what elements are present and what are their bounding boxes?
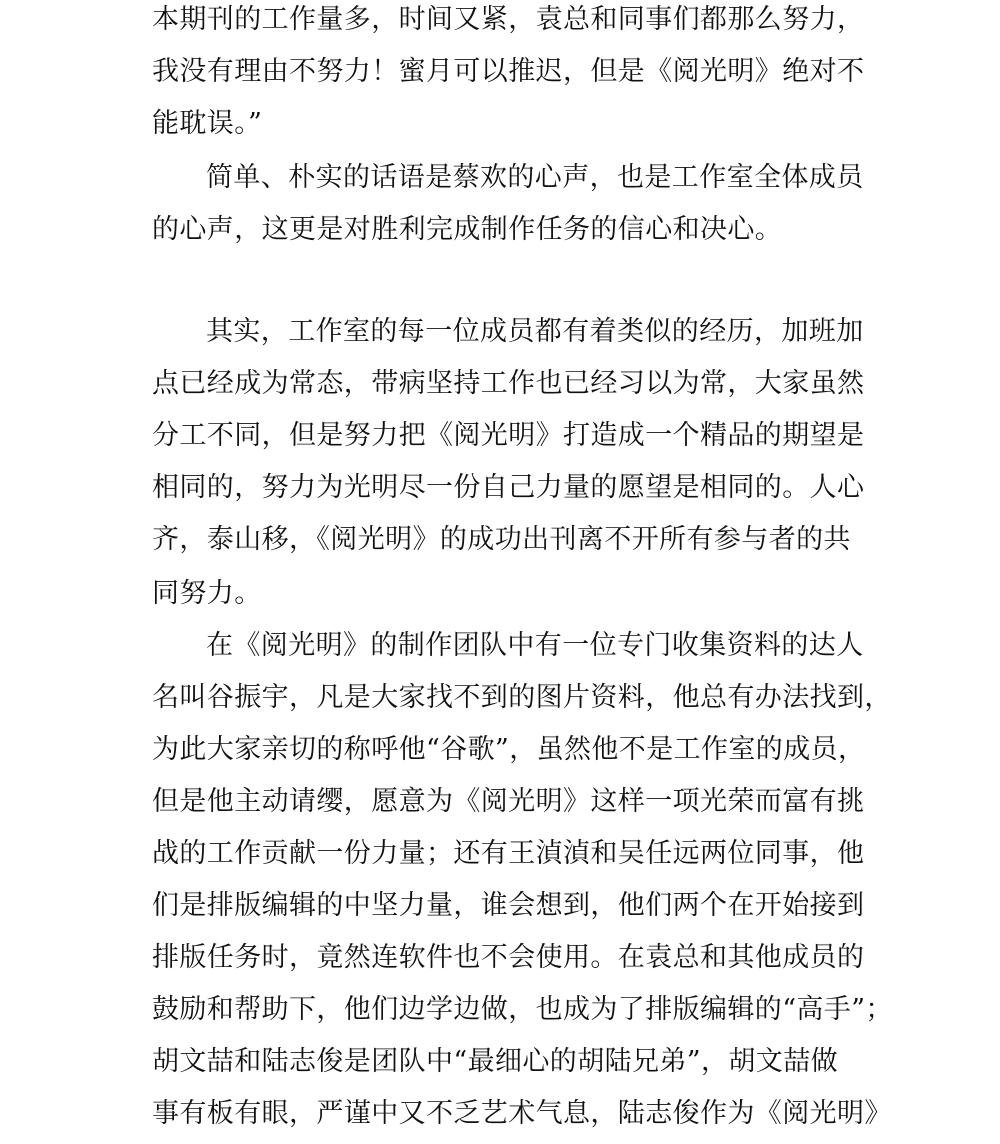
text-line: 鼓励和帮助下，他们边学边做，也成为了排版编辑的“高手”； — [152, 994, 893, 1025]
text-line: 但是他主动请缨，愿意为《阅光明》这样一项光荣而富有挑 — [152, 786, 865, 817]
text-line: 在《阅光明》的制作团队中有一位专门收集资料的达人 — [206, 630, 864, 661]
text-line: 同努力。 — [152, 578, 262, 609]
text-line: 相同的，努力为光明尽一份自己力量的愿望是相同的。人心 — [152, 472, 865, 503]
text-line: 我没有理由不努力！蜜月可以推迟，但是《阅光明》绝对不 — [152, 56, 865, 87]
text-line: 的心声，这更是对胜利完成制作任务的信心和决心。 — [152, 214, 783, 245]
text-line: 战的工作贡献一份力量；还有王湞湞和吴任远两位同事，他 — [152, 838, 865, 869]
text-line: 点已经成为常态，带病坚持工作也已经习以为常，大家虽然 — [152, 368, 865, 399]
text-line: 简单、朴实的话语是蔡欢的心声，也是工作室全体成员 — [206, 162, 864, 193]
text-line: 分工不同，但是努力把《阅光明》打造成一个精品的期望是 — [152, 420, 865, 451]
text-line: 本期刊的工作量多，时间又紧，袁总和同事们都那么努力， — [152, 4, 865, 35]
text-line: 们是排版编辑的中坚力量，谁会想到，他们两个在开始接到 — [152, 890, 865, 921]
text-line: 能耽误。” — [152, 108, 263, 139]
text-line: 胡文喆和陆志俊是团队中“最细心的胡陆兄弟”，胡文喆做 — [152, 1046, 839, 1077]
text-line: 其实，工作室的每一位成员都有着类似的经历，加班加 — [206, 316, 864, 347]
text-line: 为此大家亲切的称呼他“谷歌”，虽然他不是工作室的成员， — [152, 734, 866, 765]
text-line: 齐，泰山移，《阅光明》的成功出刊离不开所有参与者的共 — [152, 524, 851, 555]
text-line: 名叫谷振宇，凡是大家找不到的图片资料，他总有办法找到， — [152, 682, 892, 713]
text-line: 排版任务时，竟然连软件也不会使用。在袁总和其他成员的 — [152, 942, 865, 973]
text-line: 事有板有眼，严谨中又不乏艺术气息，陆志俊作为《阅光明》 — [152, 1098, 892, 1129]
